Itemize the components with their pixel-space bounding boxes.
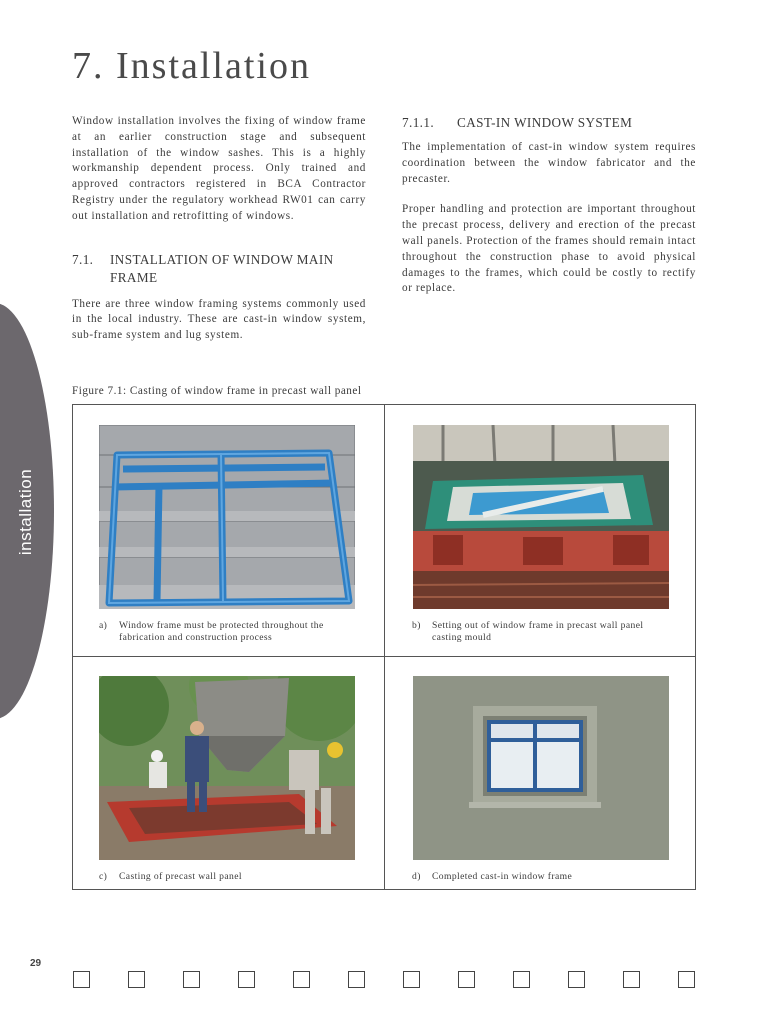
checkbox-7[interactable] — [403, 971, 420, 988]
section-7-1-1-heading — [402, 114, 696, 132]
checkbox-3[interactable] — [183, 971, 200, 988]
photo-completed-window — [413, 676, 669, 860]
checkbox-2[interactable] — [128, 971, 145, 988]
subcaption-text: Setting out of window frame in precast wall panel casting mould — [432, 620, 644, 643]
section-7-1-heading — [72, 251, 366, 287]
side-tab-label: installation — [16, 468, 35, 556]
page-number: 29 — [30, 958, 42, 969]
subcaption-letter: b) — [412, 620, 421, 631]
subcaption-text: Window frame must be protected throughout the fabrication and construction process — [119, 620, 324, 643]
figure-divider-horizontal — [73, 656, 695, 657]
photo-casting-mould — [413, 425, 669, 609]
subcaption-letter: d) — [412, 871, 421, 882]
section-number: 7.1. — [72, 251, 94, 267]
checkbox-5[interactable] — [293, 971, 310, 988]
checkbox-6[interactable] — [348, 971, 365, 988]
subcaption-b — [412, 620, 676, 643]
checkbox-1[interactable] — [73, 971, 90, 988]
left-column — [72, 114, 366, 344]
subcaption-text: Completed cast-in window frame — [432, 871, 573, 882]
figure-caption: Figure 7.1: Casting of window frame in precast wall panel — [72, 385, 362, 397]
subcaption-a — [99, 620, 363, 643]
section-number: 7.1.1. — [402, 115, 435, 130]
figure-divider-vertical — [384, 405, 385, 889]
checkbox-10[interactable] — [568, 971, 585, 988]
page-title: 7. Installation — [72, 45, 311, 87]
section-7-1-body: There are three window framing systems commonly used in the local industry. These are cast-in window system, sub-frame system and lug system. — [72, 297, 366, 342]
subcaption-letter: a) — [99, 620, 108, 631]
photo-casting-panel — [99, 676, 355, 860]
subcaption-d — [412, 871, 676, 883]
intro-paragraph: Window installation involves the fixing of window frame at an earlier construction stage and subsequent installation of the window sashes. This is a highly workmanship dependent process. Only trained and approved contractors registered in BCA Contractor Registry under the regulatory workhead RW01 can carry out installation and retrofitting of windows. — [72, 115, 366, 222]
subcaption-c — [99, 871, 363, 883]
checkbox-12[interactable] — [678, 971, 695, 988]
section-7-1-1-para2: Proper handling and protection are important throughout the precast process, delivery and erection of the precast wall panels. Protection of the frames should remain intact throughout the construction phase to avoid physical damages to the frames, which could be costly to rectify or replace. — [402, 203, 696, 295]
checkbox-4[interactable] — [238, 971, 255, 988]
checkbox-9[interactable] — [513, 971, 530, 988]
checkbox-11[interactable] — [623, 971, 640, 988]
section-title: CAST-IN WINDOW SYSTEM — [457, 115, 633, 130]
checkbox-8[interactable] — [458, 971, 475, 988]
section-title: INSTALLATION OF WINDOW MAIN FRAME — [110, 251, 334, 285]
photo-window-frame-protected — [99, 425, 355, 609]
section-7-1-1-para1: The implementation of cast-in window system requires coordination between the window fabricator and the precaster. — [402, 141, 696, 185]
figure-box — [72, 404, 696, 890]
right-column — [402, 114, 696, 297]
subcaption-text: Casting of precast wall panel — [119, 871, 242, 882]
subcaption-letter: c) — [99, 871, 108, 882]
